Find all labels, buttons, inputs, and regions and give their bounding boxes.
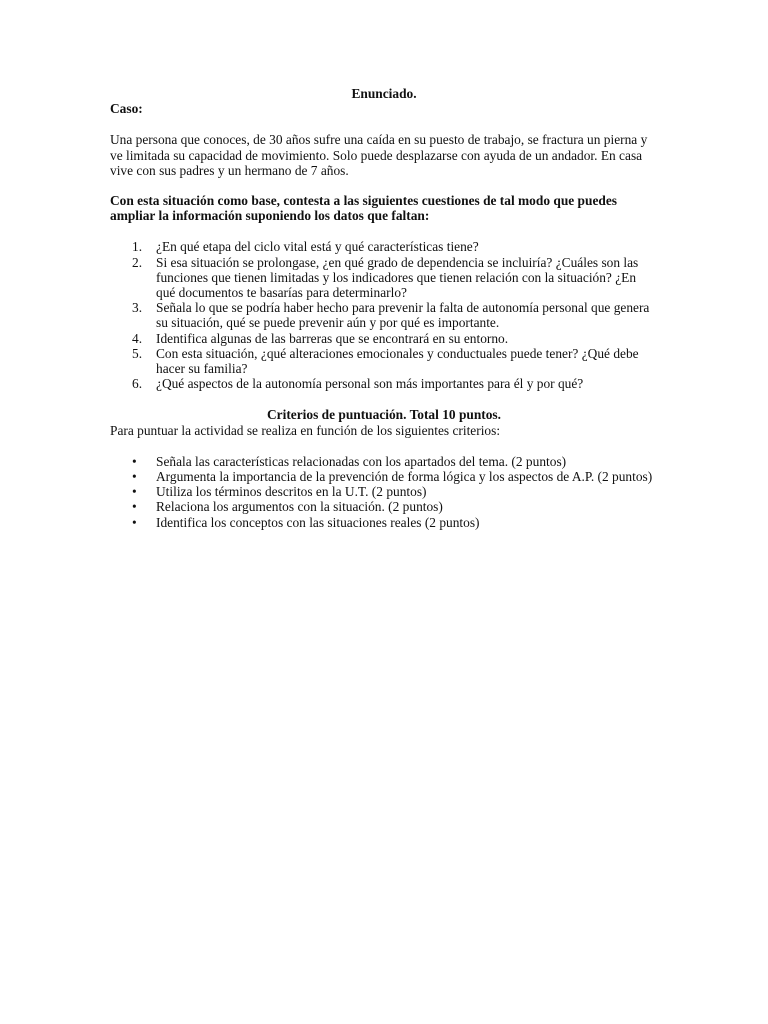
question-text: Señala lo que se podría haber hecho para prevenir la falta de autonomía personal que genera su situación, qué se puede prevenir aún y por qué es importante. bbox=[156, 300, 650, 331]
criteria-text: Identifica los conceptos con las situaciones reales (2 puntos) bbox=[156, 514, 480, 530]
question-list bbox=[110, 239, 658, 391]
bullet-icon: • bbox=[132, 514, 137, 530]
criteria-text: Argumenta la importancia de la prevención de forma lógica y los aspectos de A.P. (2 puntos) bbox=[156, 469, 653, 485]
bullet-icon: • bbox=[132, 469, 137, 485]
document-title: Enunciado. bbox=[351, 86, 417, 101]
document-body bbox=[110, 86, 658, 530]
criteria-item bbox=[110, 484, 658, 499]
criteria-item bbox=[110, 454, 658, 469]
case-description: Una persona que conoces, de 30 años sufre una caída en su puesto de trabajo, se fractura un pierna y ve limitada su capacidad de movimiento. Solo puede desplazarse con ayuda de un andador. En casa vive con sus padres y un hermano de 7 años. bbox=[110, 132, 648, 178]
case-label: Caso: bbox=[110, 101, 143, 117]
criteria-item bbox=[110, 499, 658, 514]
question-number: 5. bbox=[132, 345, 143, 361]
question-text: ¿En qué etapa del ciclo vital está y qué características tiene? bbox=[156, 239, 479, 255]
question-text: Identifica algunas de las barreras que se encontrará en su entorno. bbox=[156, 330, 509, 346]
criteria-item bbox=[110, 469, 658, 484]
criteria-text: Señala las características relacionadas con los apartados del tema. (2 puntos) bbox=[156, 453, 567, 469]
question-number: 1. bbox=[132, 239, 143, 255]
question-item bbox=[110, 239, 658, 254]
question-number: 4. bbox=[132, 330, 143, 346]
question-text: ¿Qué aspectos de la autonomía personal son más importantes para él y por qué? bbox=[156, 376, 584, 392]
question-number: 3. bbox=[132, 300, 143, 316]
criteria-text: Relaciona los argumentos con la situación. (2 puntos) bbox=[156, 499, 443, 515]
bullet-icon: • bbox=[132, 453, 137, 469]
criteria-item bbox=[110, 515, 658, 530]
criteria-list bbox=[110, 454, 658, 530]
question-text: Si esa situación se prolongase, ¿en qué grado de dependencia se incluiría? ¿Cuáles son las funciones que tienen limitadas y los indicadores que tienen relación con la situación? ¿En qué documentos te basarías para determinarlo? bbox=[156, 254, 639, 301]
bullet-icon: • bbox=[132, 484, 137, 500]
question-item bbox=[110, 346, 658, 376]
question-number: 6. bbox=[132, 376, 143, 392]
question-item bbox=[110, 331, 658, 346]
question-item bbox=[110, 376, 658, 391]
criteria-intro: Para puntuar la actividad se realiza en función de los siguientes criterios: bbox=[110, 422, 501, 438]
criteria-title: Criterios de puntuación. Total 10 puntos. bbox=[266, 407, 501, 423]
question-text: Con esta situación, ¿qué alteraciones emocionales y conductuales puede tener? ¿Qué debe hacer su familia? bbox=[156, 345, 639, 377]
criteria-text: Utiliza los términos descritos en la U.T. (2 puntos) bbox=[156, 484, 427, 500]
instruction-text: Con esta situación como base, contesta a las siguientes cuestiones de tal modo que puedes ampliar la información suponiendo los datos que faltan: bbox=[110, 193, 617, 224]
question-item bbox=[110, 255, 658, 301]
question-item bbox=[110, 300, 658, 330]
bullet-icon: • bbox=[132, 499, 137, 515]
question-number: 2. bbox=[132, 254, 143, 270]
